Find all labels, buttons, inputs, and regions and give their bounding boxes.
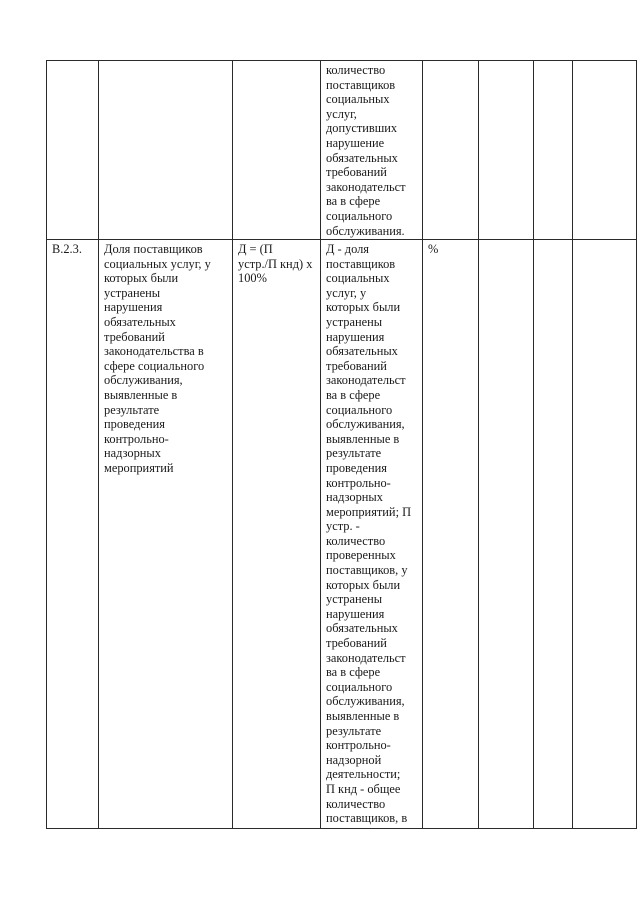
cell-unit: %	[423, 240, 479, 829]
indicator-table	[46, 60, 637, 829]
cell-empty	[573, 61, 637, 240]
cell-empty	[479, 61, 534, 240]
table-row	[47, 61, 637, 240]
cell-code: В.2.3.	[47, 240, 99, 829]
table-row	[47, 240, 637, 829]
cell-formula: Д = (П устр./П кнд) х 100%	[233, 240, 321, 829]
cell-description: Д - доля поставщиков социальных услуг, у которых были устранены нарушения обязательных требований законодательст ва в сфере социального обслуживания, выявленные в результате проведения контрольно- надзорных мероприятий; П устр. - количество проверенных поставщиков, у которых были устранены нарушения обязательных требований законодательст ва в сфере социального обслуживания, выявленные в результате контрольно- надзорной деятельности; П кнд - общее количество поставщиков, в	[321, 240, 423, 829]
cell-empty	[534, 240, 573, 829]
cell-indicator-name	[99, 61, 233, 240]
cell-indicator-name: Доля поставщиков социальных услуг, у которых были устранены нарушения обязательных требований законодательства в сфере социального обслуживания, выявленные в результате проведения контрольно- надзорных мероприятий	[99, 240, 233, 829]
cell-empty	[573, 240, 637, 829]
cell-empty	[479, 240, 534, 829]
cell-empty	[534, 61, 573, 240]
cell-code	[47, 61, 99, 240]
cell-description: количество поставщиков социальных услуг, допустивших нарушение обязательных требований законодательст ва в сфере социального обслуживания.	[321, 61, 423, 240]
cell-unit	[423, 61, 479, 240]
cell-formula	[233, 61, 321, 240]
